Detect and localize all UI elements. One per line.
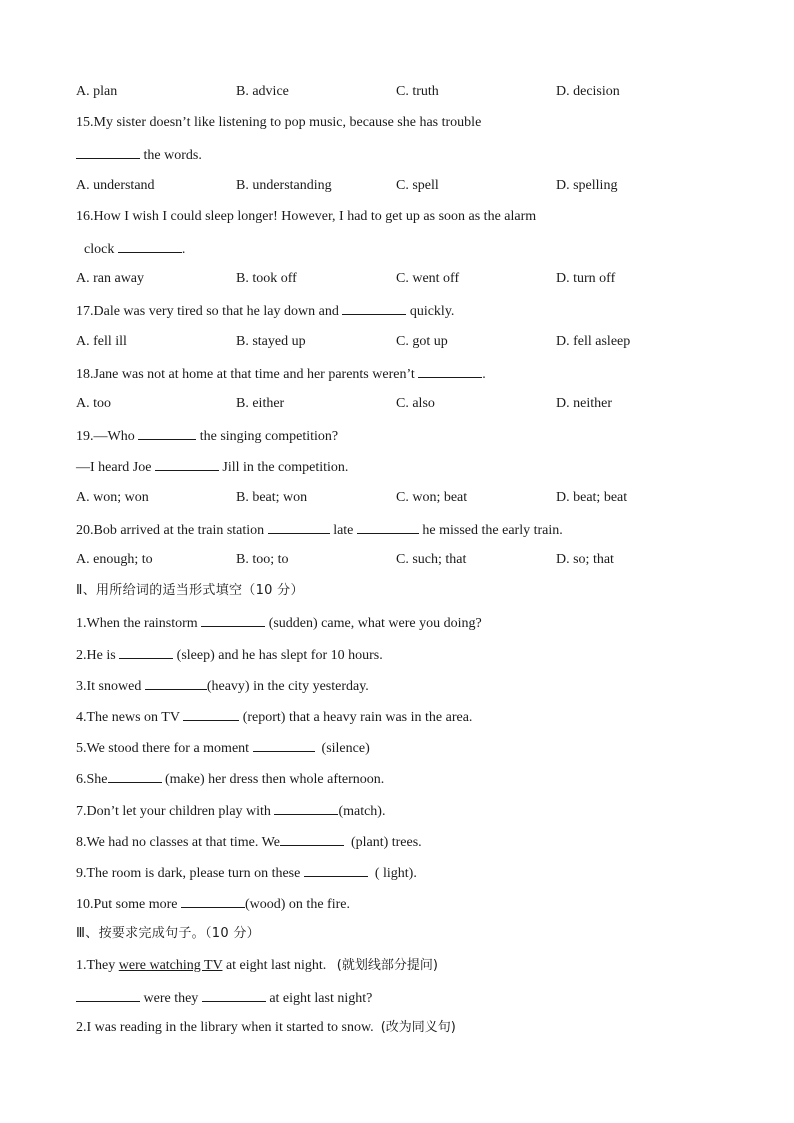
- q20-stem-b: late: [329, 523, 357, 538]
- q19-stem-a1: 19.—Who: [76, 429, 139, 444]
- section-2-heading: Ⅱ、用所给词的适当形式填空（10 分）: [76, 583, 304, 598]
- q19-reply: [76, 457, 348, 477]
- q20-option-c[interactable]: C. such; that: [396, 552, 467, 567]
- q20-option-b[interactable]: B. too; to: [236, 552, 289, 567]
- sec2-item-1: [76, 613, 482, 633]
- q17-stem-b: quickly.: [406, 304, 455, 319]
- q20-blank-2[interactable]: [357, 520, 419, 534]
- q15-option-d[interactable]: D. spelling: [556, 178, 618, 193]
- q17-option-b[interactable]: B. stayed up: [236, 334, 306, 349]
- sec2-item-1-b: (sudden) came, what were you doing?: [265, 616, 482, 631]
- q18-blank[interactable]: [418, 364, 482, 378]
- q20-stem: [76, 520, 563, 540]
- q18-option-d[interactable]: D. neither: [556, 396, 612, 411]
- sec2-blank-9[interactable]: [304, 863, 368, 877]
- sec2-blank-8[interactable]: [280, 832, 344, 846]
- sec2-item-10: [76, 894, 350, 914]
- sec2-blank-2[interactable]: [119, 645, 173, 659]
- q15-option-b[interactable]: B. understanding: [236, 178, 332, 193]
- q18-option-b[interactable]: B. either: [236, 396, 285, 411]
- sec2-item-7-b: (match).: [338, 804, 386, 819]
- section-3-heading: Ⅲ、按要求完成句子。（10 分）: [76, 926, 260, 941]
- q20-stem-a: 20.Bob arrived at the train station: [76, 523, 268, 538]
- q14-option-b[interactable]: B. advice: [236, 84, 289, 99]
- q15-stem-line2: [76, 145, 202, 165]
- sec2-blank-1[interactable]: [201, 613, 265, 627]
- q17-option-a[interactable]: A. fell ill: [76, 334, 127, 349]
- q17-option-d[interactable]: D. fell asleep: [556, 334, 631, 349]
- sec3-q2-instruction: (改为同义句): [380, 1020, 456, 1035]
- q18-stem: [76, 364, 486, 384]
- q15-blank[interactable]: [76, 145, 140, 159]
- q14-option-d[interactable]: D. decision: [556, 84, 620, 99]
- sec3-q1-blank-2[interactable]: [202, 988, 266, 1002]
- q15-stem: 15.My sister doesn’t like listening to pop music, because she has trouble: [76, 115, 482, 130]
- sec2-item-3-b: (heavy) in the city yesterday.: [206, 679, 369, 694]
- q19-option-b[interactable]: B. beat; won: [236, 490, 308, 505]
- sec2-item-9: [76, 863, 417, 883]
- q19-option-c[interactable]: C. won; beat: [396, 490, 468, 505]
- q20-blank-1[interactable]: [268, 520, 330, 534]
- q19-option-d[interactable]: D. beat; beat: [556, 490, 628, 505]
- sec2-item-7-a: 7.Don’t let your children play with: [76, 804, 275, 819]
- sec2-item-5-a: 5.We stood there for a moment: [76, 741, 253, 756]
- sec2-item-4: [76, 707, 472, 727]
- sec2-item-8-a: 8.We had no classes at that time. We: [76, 835, 280, 850]
- sec3-q2-a: 2.I was reading in the library when it started to snow.: [76, 1020, 381, 1035]
- q15-stem-tail: the words.: [140, 148, 202, 163]
- q20-option-a[interactable]: A. enough; to: [76, 552, 153, 567]
- q18-stem-b: .: [482, 367, 486, 382]
- q19-blank-1[interactable]: [138, 426, 196, 440]
- sec2-blank-6[interactable]: [108, 769, 162, 783]
- sec2-item-8-b: (plant) trees.: [343, 835, 422, 850]
- q19-reply-b2: Jill in the competition.: [218, 460, 349, 475]
- q20-option-d[interactable]: D. so; that: [556, 552, 614, 567]
- sec2-blank-4[interactable]: [183, 707, 239, 721]
- sec2-item-6-b: (make) her dress then whole afternoon.: [161, 772, 385, 787]
- sec2-item-7: [76, 801, 385, 821]
- q16-stem-clock: clock: [84, 242, 118, 257]
- sec2-blank-5[interactable]: [253, 738, 315, 752]
- sec2-item-10-b: (wood) on the fire.: [245, 897, 350, 912]
- sec2-item-2: [76, 645, 383, 665]
- sec2-item-3-a: 3.It snowed: [76, 679, 145, 694]
- sec2-item-9-a: 9.The room is dark, please turn on these: [76, 866, 304, 881]
- q18-option-c[interactable]: C. also: [396, 396, 435, 411]
- sec2-item-1-a: 1.When the rainstorm: [76, 616, 202, 631]
- q20-stem-c: he missed the early train.: [418, 523, 563, 538]
- sec3-q1-answer: [76, 988, 372, 1008]
- q19-option-a[interactable]: A. won; won: [76, 490, 149, 505]
- q16-option-a[interactable]: A. ran away: [76, 271, 145, 286]
- q15-option-c[interactable]: C. spell: [396, 178, 439, 193]
- sec2-item-2-a: 2.He is: [76, 648, 120, 663]
- sec2-item-2-b: (sleep) and he has slept for 10 hours.: [173, 648, 383, 663]
- q17-stem-a: 17.Dale was very tired so that he lay down and: [76, 304, 343, 319]
- sec3-q1-blank-1[interactable]: [76, 988, 140, 1002]
- sec3-q1: [76, 957, 438, 975]
- sec2-item-9-b: ( light).: [367, 866, 417, 881]
- q18-stem-a: 18.Jane was not at home at that time and her parents weren’t: [76, 367, 419, 382]
- sec2-blank-7[interactable]: [274, 801, 338, 815]
- q17-stem: [76, 301, 454, 321]
- q17-option-c[interactable]: C. got up: [396, 334, 448, 349]
- sec3-q1-answer-b: at eight last night?: [265, 991, 373, 1006]
- sec2-item-8: [76, 832, 422, 852]
- q14-option-a[interactable]: A. plan: [76, 84, 118, 99]
- q16-stem-period: .: [181, 242, 186, 257]
- sec3-q1-a: 1.They: [76, 958, 119, 973]
- sec3-q1-b: at eight last night.: [222, 958, 337, 973]
- sec3-q1-underlined: were watching TV: [118, 958, 223, 973]
- q19-reply-b1: —I heard Joe: [76, 460, 155, 475]
- sec3-q1-answer-a: were they: [140, 991, 202, 1006]
- sec2-item-5-b: (silence): [314, 741, 370, 756]
- q16-option-c[interactable]: C. went off: [396, 271, 460, 286]
- sec2-item-5: [76, 738, 370, 758]
- q16-stem-line2: [84, 239, 185, 259]
- q17-blank[interactable]: [342, 301, 406, 315]
- sec2-blank-10[interactable]: [181, 894, 245, 908]
- q16-option-b[interactable]: B. took off: [236, 271, 297, 286]
- sec2-blank-3[interactable]: [145, 676, 207, 690]
- sec3-q2: [76, 1019, 456, 1037]
- sec2-item-10-a: 10.Put some more: [76, 897, 181, 912]
- sec2-item-4-a: 4.The news on TV: [76, 710, 184, 725]
- q19-stem: [76, 426, 338, 446]
- sec2-item-6-a: 6.She: [76, 772, 108, 787]
- q14-option-c[interactable]: C. truth: [396, 84, 439, 99]
- sec2-item-3: [76, 676, 369, 696]
- q15-option-a[interactable]: A. understand: [76, 178, 155, 193]
- sec2-item-6: [76, 769, 384, 789]
- q18-option-a[interactable]: A. too: [76, 396, 111, 411]
- q16-blank[interactable]: [118, 239, 182, 253]
- q19-stem-a2: the singing competition?: [196, 429, 339, 444]
- q16-stem: 16.How I wish I could sleep longer! However, I had to get up as soon as the alarm: [76, 209, 537, 224]
- sec2-item-4-b: (report) that a heavy rain was in the area.: [239, 710, 473, 725]
- q16-option-d[interactable]: D. turn off: [556, 271, 616, 286]
- q19-blank-2[interactable]: [155, 457, 219, 471]
- sec3-q1-instruction: (就划线部分提问): [336, 958, 438, 973]
